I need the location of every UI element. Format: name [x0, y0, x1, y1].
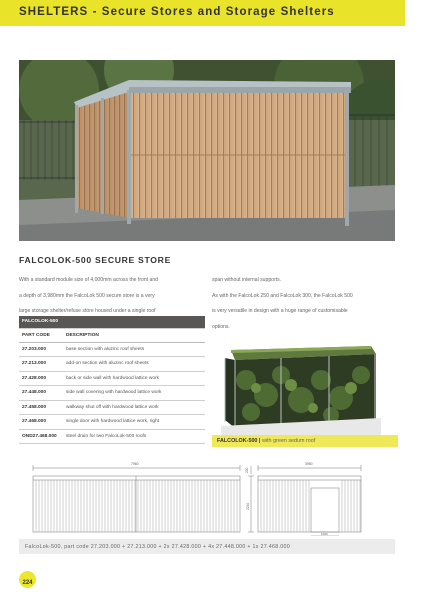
sedum-store-illustration: [221, 340, 381, 436]
description-line: options.: [212, 323, 230, 330]
footer-band: [19, 539, 395, 554]
part-description: back or side wall with hardwood lattice work: [63, 371, 205, 386]
part-description: base section with aluzinc roof sheets: [63, 342, 205, 357]
description-line: large storage shelter/refuse store housed under a single roof: [19, 308, 156, 315]
table-row: [19, 400, 205, 415]
part-code: OND27.468.000: [19, 429, 63, 444]
header-band: [0, 0, 405, 26]
part-code: 27.203.000: [19, 342, 63, 357]
col-header-description: DESCRIPTION: [63, 328, 205, 342]
dim-side: 3980: [305, 462, 313, 466]
table-title-row: [19, 316, 205, 328]
description-line: With a standard module size of 4,000mm across the front and: [19, 277, 159, 283]
table-row: [19, 429, 205, 444]
dim-height: 2240: [246, 502, 250, 510]
page-header-title: SHELTERS - Secure Stores and Storage Shelters: [19, 6, 335, 18]
section-heading: FALCOLOK-500 SECURE STORE: [19, 255, 171, 265]
sedum-roof-photo: [221, 340, 381, 436]
description-line: span without internal supports.: [212, 277, 282, 283]
description-line: is very versatile in design with a huge range of customisable: [212, 308, 348, 315]
caption-detail: with green sedum roof: [260, 438, 316, 444]
part-description: side wall covering with hardwood lattice work: [63, 386, 205, 401]
description-line: As with the FalcoLok 250 and FalcoLok 300, the FalcoLok 500: [212, 292, 353, 299]
dim-roof: 220: [245, 467, 249, 473]
part-description: steel drain for two FalcoLok-500 roofs: [63, 429, 205, 444]
photo-caption: [212, 435, 398, 447]
description-left-column: [19, 273, 204, 320]
dim-door: 1000: [321, 532, 328, 536]
dim-front: 7960: [131, 462, 139, 466]
table-title: FALCOLOK-500: [19, 316, 205, 328]
table-row: [19, 342, 205, 357]
part-code: 27.458.000: [19, 400, 63, 415]
part-description: add-on section with aluzinc roof sheets: [63, 357, 205, 372]
caption-text: [217, 438, 315, 444]
table-row: [19, 371, 205, 386]
table-header-row: [19, 328, 205, 342]
part-code: 27.428.000: [19, 371, 63, 386]
page-number-badge: [19, 571, 36, 588]
parts-table: [19, 316, 205, 444]
main-store-photo: [19, 60, 395, 241]
part-description: single door with hardwood lattice work, right: [63, 415, 205, 430]
table-row: [19, 357, 205, 372]
store-photo-illustration: [19, 60, 395, 241]
col-header-part-code: PART CODE: [19, 328, 63, 342]
technical-drawing: [19, 460, 395, 536]
description-line: a depth of 3,980mm the FalcoLok 500 secure store is a very: [19, 292, 155, 299]
page-number: 224: [22, 580, 33, 586]
part-code: 27.468.000: [19, 415, 63, 430]
part-description: walkway shut off with hardwood lattice work: [63, 400, 205, 415]
footer-part-codes: FalcoLok-500, part code 27.203.000 + 27.213.000 + 2x 27.428.000 + 4x 27.448.000 + 1x 27.468.000: [25, 543, 290, 550]
caption-product: FALCOLOK-500 |: [217, 438, 261, 444]
description-right-column: [212, 273, 402, 335]
part-code: 27.448.000: [19, 386, 63, 401]
table-row: [19, 386, 205, 401]
part-code: 27.213.000: [19, 357, 63, 372]
table-row: [19, 415, 205, 430]
elevation-drawing: [19, 460, 395, 536]
